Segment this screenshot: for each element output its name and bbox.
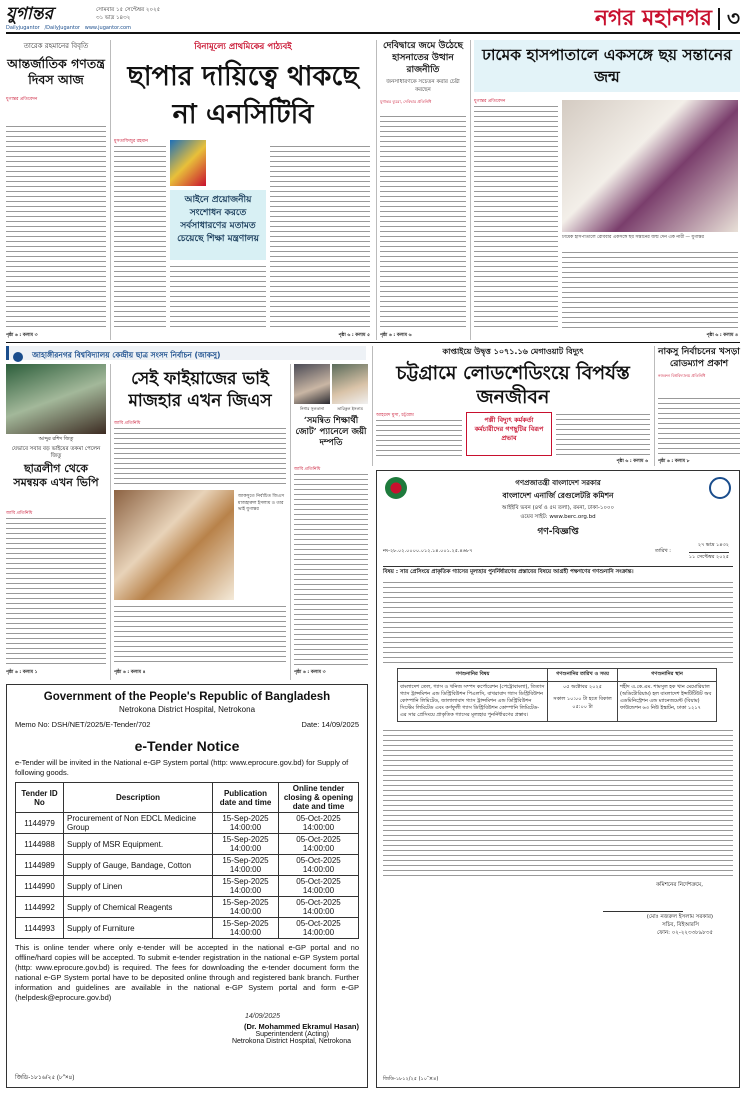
- masthead-logo: যুগান্তর: [6, 4, 53, 24]
- continued-marker[interactable]: পৃষ্ঠা ৬ : কলাম ৬: [380, 333, 412, 338]
- jucsu-banner: [6, 346, 366, 360]
- banner-text: জাহাঙ্গীরনগর বিশ্ববিদ্যালয় কেন্দ্রীয় ছাত্র সংসদ নির্বাচন (জাকসু): [32, 350, 221, 360]
- tender-signature: 14/09/2025: [245, 1013, 281, 1020]
- photo-caption: জাকসুতে নির্বাচিত জিএস মাজহারুল ইসলাম ও তার ভাই যুগান্তর: [238, 494, 285, 512]
- story-kicker: বিনামূল্যে প্রাথমিকের পাঠ্যবই: [194, 42, 292, 52]
- masthead-date-bangla: ৩১ ভাদ্র ১৪৩২: [96, 15, 131, 21]
- story-headline: চট্টগ্রামে লোডশেডিংয়ে বিপর্যস্ত জনজীবন: [396, 362, 630, 408]
- tender-intro: e-Tender will be invited in the National e-GP System portal (http: www.eprocure.gov.bd) for Supply of following goods.: [15, 758, 349, 777]
- tender-id: 1144993: [16, 918, 64, 939]
- story-headline: আন্তর্জাতিক গণতন্ত্র দিবস আজ: [7, 56, 105, 87]
- nigar-photo: [294, 364, 330, 404]
- table-row: [16, 876, 359, 897]
- tender-subtitle: Netrokona District Hospital, Netrokona: [118, 705, 256, 714]
- pullquote-text: আইনে প্রয়োজনীয় সংশোধন করতে সর্বসাধারণের মতামত চেয়েছে শিক্ষা মন্ত্রণালয়: [177, 195, 259, 244]
- signature-mark: [603, 898, 683, 912]
- tender-description: Supply of MSR Equipment.: [64, 834, 213, 855]
- notice-body: [383, 728, 733, 878]
- story-byline: যুগান্তর প্রতিবেদন: [6, 97, 38, 102]
- story-body: [114, 426, 286, 486]
- notice-body: [383, 580, 733, 664]
- continued-marker[interactable]: পৃষ্ঠা ৬ : কলাম ৩: [294, 670, 326, 675]
- pullquote-box: [466, 412, 552, 456]
- notice-by-order: কমিশনের নির্দেশক্রমে,: [656, 882, 703, 888]
- continued-marker[interactable]: পৃষ্ঠা ৬ : কলাম ৫: [338, 333, 370, 338]
- brothers-photo: [114, 490, 234, 600]
- section-title: নগর মহানগর: [594, 5, 712, 31]
- photo-caption: নিগার সুলতানা: [299, 406, 325, 411]
- netrokona-etender: [6, 684, 368, 1088]
- story-headline: নাকসু নির্বাচনের খসড়া রোডম্যাপ প্রকাশ: [658, 347, 740, 369]
- section-rule: [6, 342, 740, 343]
- story-kicker: তারেক রহমানের বিবৃতি: [23, 42, 89, 50]
- story-body: [114, 144, 166, 330]
- berc-logo-icon: [709, 477, 731, 499]
- notice-org: বাংলাদেশ এনার্জি রেগুলেটরি কমিশন: [502, 491, 614, 500]
- tender-closing: 05-Oct-2025 14:00:00: [279, 897, 359, 918]
- continued-marker[interactable]: পৃষ্ঠা ৬ : কলাম ১: [6, 670, 38, 675]
- story-headline: ছাত্রলীগ থেকে সমন্বয়ক এখন ভিপি: [13, 462, 99, 489]
- continued-marker[interactable]: পৃষ্ঠা ৬ : কলাম ৮: [658, 459, 690, 464]
- table-header: Online tender closing & opening date and time: [279, 783, 359, 813]
- story-gs-mazhar: [114, 364, 286, 680]
- tender-id: 1144979: [16, 813, 64, 834]
- bangladesh-emblem-icon: [385, 477, 407, 499]
- notice-title: গণ-বিজ্ঞপ্তি: [537, 527, 579, 537]
- tender-id: 1144990: [16, 876, 64, 897]
- continued-marker[interactable]: পৃষ্ঠা ৬ : কলাম ৩: [6, 333, 38, 338]
- notice-date: ১১ সেপ্টেম্বর ২০২৫: [688, 554, 729, 560]
- story-body: [376, 418, 462, 456]
- tender-id: 1144989: [16, 855, 64, 876]
- story-byline: জাবি প্রতিনিধি: [294, 467, 321, 472]
- story-body: [380, 114, 466, 330]
- textbook-photo: [170, 140, 206, 186]
- column-rule: [376, 40, 377, 340]
- story-naksu-roadmap: [658, 346, 740, 466]
- table-row: [16, 813, 359, 834]
- story-byline: নজরুল বিশ্ববিদ্যালয় প্রতিনিধি: [658, 373, 706, 378]
- notice-memo: নং-২৮.০২.০০০০.০১২.১৪.০০১.২৫.৪৬৮৭: [383, 548, 473, 554]
- tender-publication: 15-Sep-2025 14:00:00: [213, 918, 279, 939]
- continued-marker[interactable]: পৃষ্ঠা ৬ : কলাম ৬: [616, 459, 648, 464]
- story-debidwar: [380, 40, 466, 340]
- tender-title: Government of the People's Republic of Bangladesh: [43, 691, 331, 703]
- notice-phone: ফোন: ০২-২২৩৩৮৯৮৩৫: [656, 930, 713, 936]
- tender-closing: 05-Oct-2025 14:00:00: [279, 876, 359, 897]
- social-links: [6, 25, 131, 31]
- tender-id: 1144988: [16, 834, 64, 855]
- table-row: [398, 682, 717, 722]
- story-body: [562, 250, 738, 328]
- tender-closing: 05-Oct-2025 14:00:00: [279, 834, 359, 855]
- tender-table: [15, 782, 359, 939]
- story-vp-jitu: [6, 364, 106, 680]
- hearing-time: সকাল ১০:০০ টা হতে বিকাল ০৫:০০ টা: [553, 696, 612, 710]
- table-row: [16, 918, 359, 939]
- story-headline: ছাপার দায়িত্বে থাকছে না এনসিটিবি: [127, 61, 359, 130]
- story-kicker: কাপ্তাইয়ে উদ্বৃত্ত ১০৭১.১৬ মেগাওয়াট বিদ্যুৎ: [442, 347, 584, 356]
- story-body: [6, 516, 106, 666]
- story-byline: যুগান্তর ব্যুরো, দেবিদ্বার প্রতিনিধি: [380, 99, 432, 104]
- table-header: Tender ID No: [16, 783, 64, 813]
- hospital-photo: [562, 100, 738, 232]
- hearing-subject: বাংলাদেশ তেল, গ্যাস ও খনিজ সম্পদ কর্পোরেশন (পেট্রোবাংলা), তিতাস গ্যাস ট্রান্সমিশন এন্ড ডিস্ট্রিবিউশন পিএলসি, বাখরাবাদ গ্যাস ডিস্ট্রিবিউশন কোম্পানি লিমিটেড, জালালাবাদ গ্যাস ট্রান্সমিশন এন্ড ডিস্ট্রিবিউশন সিস্টেম লিমিটেড এবং কর্ণফুলী গ্যাস ডিস্ট্রিবিউশন কোম্পানি লিমিটেড-এর সার প্রেসিংয়ে প্রাকৃতিক গ্যাসের মূল্যহার পুনর্নির্ধারণের প্রস্তাব।: [398, 682, 548, 722]
- story-body: [556, 412, 650, 456]
- table-row: [16, 855, 359, 876]
- story-byline: জাবি প্রতিনিধি: [6, 511, 33, 516]
- table-header: গণশুনানির স্থান: [618, 669, 717, 682]
- tender-id: 1144992: [16, 897, 64, 918]
- masthead-date: সোমবার ১৫ সেপ্টেম্বর ২০২৫: [96, 7, 161, 13]
- story-textbook-printing: [114, 40, 372, 340]
- tender-office: Netrokona District Hospital, Netrokona: [231, 1038, 351, 1045]
- story-body: [270, 144, 370, 330]
- tender-body: This is online tender where only e-tender will be accepted in the national e-GP portal and no offline/hard copies will be accepted. To submit e-tender registration in the national e-GP System portal (http: www.eprocure.gov.bd) is required. The fees for downloading the e-tender document form the national e-GP System portal have to be deposited online through and registered bank branch. Further information and guidelines are available in the national e-GP System portal and form e-GP (helpdesk@eprocure.gov.bd): [15, 943, 359, 1002]
- photo-caption: আব্দুর রশিদ জিতু: [38, 436, 74, 442]
- notice-address: আইইবি ভবন (৪র্থ ও ৫ম তলা), রমনা, ঢাকা-১০০০: [501, 505, 615, 511]
- berc-public-notice: [376, 470, 740, 1088]
- story-couple-panel: [294, 364, 368, 680]
- story-body: [294, 472, 368, 666]
- table-row: [16, 897, 359, 918]
- table-header: Publication date and time: [213, 783, 279, 813]
- story-body: [170, 264, 266, 330]
- section-divider: [718, 8, 720, 30]
- story-body: [114, 604, 286, 666]
- tender-memo: Memo No: DSH/NET/2025/E-Tender/702: [15, 720, 151, 729]
- notice-subject: বিষয় : সার প্রেসিংয়ে প্রাকৃতিক গ্যাসের মূল্যহার পুনর্নির্ধারণের প্রস্তাবের বিষয়ে আগ্রহী পক্ষগণের গণশুনানি সংক্রান্ত।: [383, 566, 733, 577]
- story-byline: জাবি প্রতিনিধি: [114, 421, 141, 426]
- table-header: Description: [64, 783, 213, 813]
- tender-publication: 15-Sep-2025 14:00:00: [213, 876, 279, 897]
- story-deck: জনসাধারণকে সচেতন করার চেষ্টা করছেন: [386, 79, 460, 93]
- tender-publication: 15-Sep-2025 14:00:00: [213, 834, 279, 855]
- hearing-date: ০৫ অক্টোবর ২০২৫: [562, 684, 602, 690]
- tender-description: Supply of Gauge, Bandage, Cotton: [64, 855, 213, 876]
- story-headline: সেই ফাইয়াজের ভাই মাজহার এখন জিএস: [128, 369, 272, 411]
- story-body: [658, 396, 740, 456]
- tender-description: Procurement of Non EDCL Medicine Group: [64, 813, 213, 834]
- column-rule: [654, 346, 655, 466]
- story-headline: ‘সমন্বিত শিক্ষার্থী জোট’ প্যানেলে জয়ী দম্পতি: [295, 416, 367, 448]
- tender-date: Date: 14/09/2025: [301, 720, 359, 729]
- story-kicker: যেভাবে সবার বড় ভাইয়ের তকমা পেলেন জিতু: [11, 446, 101, 459]
- column-rule: [470, 40, 471, 340]
- story-byline: মুসতাফিজুর রহমান: [114, 139, 148, 144]
- table-row: [16, 834, 359, 855]
- continued-marker[interactable]: পৃষ্ঠা ৬ : কলাম ৪: [706, 333, 738, 338]
- notice-website[interactable]: ওয়েব সাইট: www.berc.org.bd: [520, 514, 596, 520]
- page-number: ৩: [726, 6, 740, 30]
- notice-date-bangla: ২৭ ভাদ্র ১৪৩২: [697, 542, 729, 548]
- pullquote-text: পল্লী বিদ্যুৎ কর্মকর্তা কর্মচারীদের গণছুটির বিরূপ প্রভাব: [474, 416, 544, 442]
- tender-description: Supply of Chemical Reagents: [64, 897, 213, 918]
- column-rule: [372, 346, 373, 466]
- table-header: গণশুনানির তারিখ ও সময়: [548, 669, 618, 682]
- notice-ref: জিডি-১৮১২/২৫ (১০″×৪): [383, 1076, 439, 1082]
- tender-publication: 15-Sep-2025 14:00:00: [213, 897, 279, 918]
- pullquote-box: [170, 190, 266, 260]
- tender-description: Supply of Furniture: [64, 918, 213, 939]
- notice-designation: সচিব, বিইআরসি: [662, 922, 699, 928]
- story-byline: যুগান্তর প্রতিবেদন: [474, 99, 506, 104]
- story-headline: ঢামেক হাসপাতালে একসঙ্গে ছয় সন্তানের জন্ম: [482, 45, 732, 86]
- tender-publication: 15-Sep-2025 14:00:00: [213, 813, 279, 834]
- tender-publication: 15-Sep-2025 14:00:00: [213, 855, 279, 876]
- tender-closing: 05-Oct-2025 14:00:00: [279, 855, 359, 876]
- tender-ref: জিডি-১৮১৬/২৫ (৮″×৪): [15, 1075, 75, 1081]
- tender-description: Supply of Linen: [64, 876, 213, 897]
- photo-caption: ঢামেক হাসপাতালে রোববার একসঙ্গে ছয় সন্তানের জন্ম দেন এক নারী — যুগান্তর: [562, 235, 704, 240]
- hearing-table: [397, 668, 717, 722]
- table-header: গণশুনানির বিষয়: [398, 669, 548, 682]
- story-byline: আহমেদ মুসা, চট্টগ্রাম: [376, 413, 414, 418]
- photo-caption: তারিকুল ইসলাম: [337, 406, 363, 411]
- column-rule: [110, 40, 111, 340]
- tender-signer: (Dr. Mohammed Ekramul Hasan): [243, 1022, 359, 1031]
- story-body: [6, 124, 106, 330]
- story-chattogram-loadshedding: [376, 346, 650, 466]
- tender-heading: e-Tender Notice: [134, 738, 240, 754]
- tender-closing: 05-Oct-2025 14:00:00: [279, 813, 359, 834]
- column-rule: [290, 364, 291, 680]
- website-link[interactable]: www.jugantor.com: [84, 25, 131, 31]
- notice-signer: (মোঃ নজরুল ইসলাম সরকার): [646, 914, 713, 920]
- continued-marker[interactable]: পৃষ্ঠা ৬ : কলাম ৪: [114, 670, 146, 675]
- story-dmch-sextuplets: [474, 40, 740, 340]
- story-body: [474, 104, 558, 328]
- facebook-link[interactable]: /DailyJugantor: [44, 25, 80, 31]
- tender-designation: Superintendent (Acting): [255, 1031, 329, 1038]
- notice-gov: গণপ্রজাতন্ত্রী বাংলাদেশ সরকার: [515, 479, 601, 487]
- tariqul-photo: [332, 364, 368, 404]
- tender-closing: 05-Oct-2025 14:00:00: [279, 918, 359, 939]
- notice-date-label: তারিখ :: [655, 548, 671, 554]
- story-headline: দেবিদ্বারে জমে উঠেছে হাসনাতের উত্থান রাজনীতি: [383, 41, 463, 75]
- jitu-photo: [6, 364, 106, 434]
- twitter-link[interactable]: Dailyjugantor: [6, 25, 40, 31]
- masthead: [6, 4, 740, 34]
- story-democracy-day: [6, 40, 106, 340]
- hearing-venue: শহীদ এ.কে.এম. শামসুল হক খান মেমোরিয়াল (অডিটোরিয়াম) হল বাংলাদেশ ইন্সটিটিউট অব এডমিনিস্ট্রেশন এন্ড ম্যানেজমেন্ট (বিয়াম) ফাউন্ডেশন ৬৩ নিউ ইস্কাটন, ঢাকা ১২১৭: [618, 682, 717, 722]
- university-seal-icon: [13, 352, 23, 362]
- column-rule: [110, 364, 111, 680]
